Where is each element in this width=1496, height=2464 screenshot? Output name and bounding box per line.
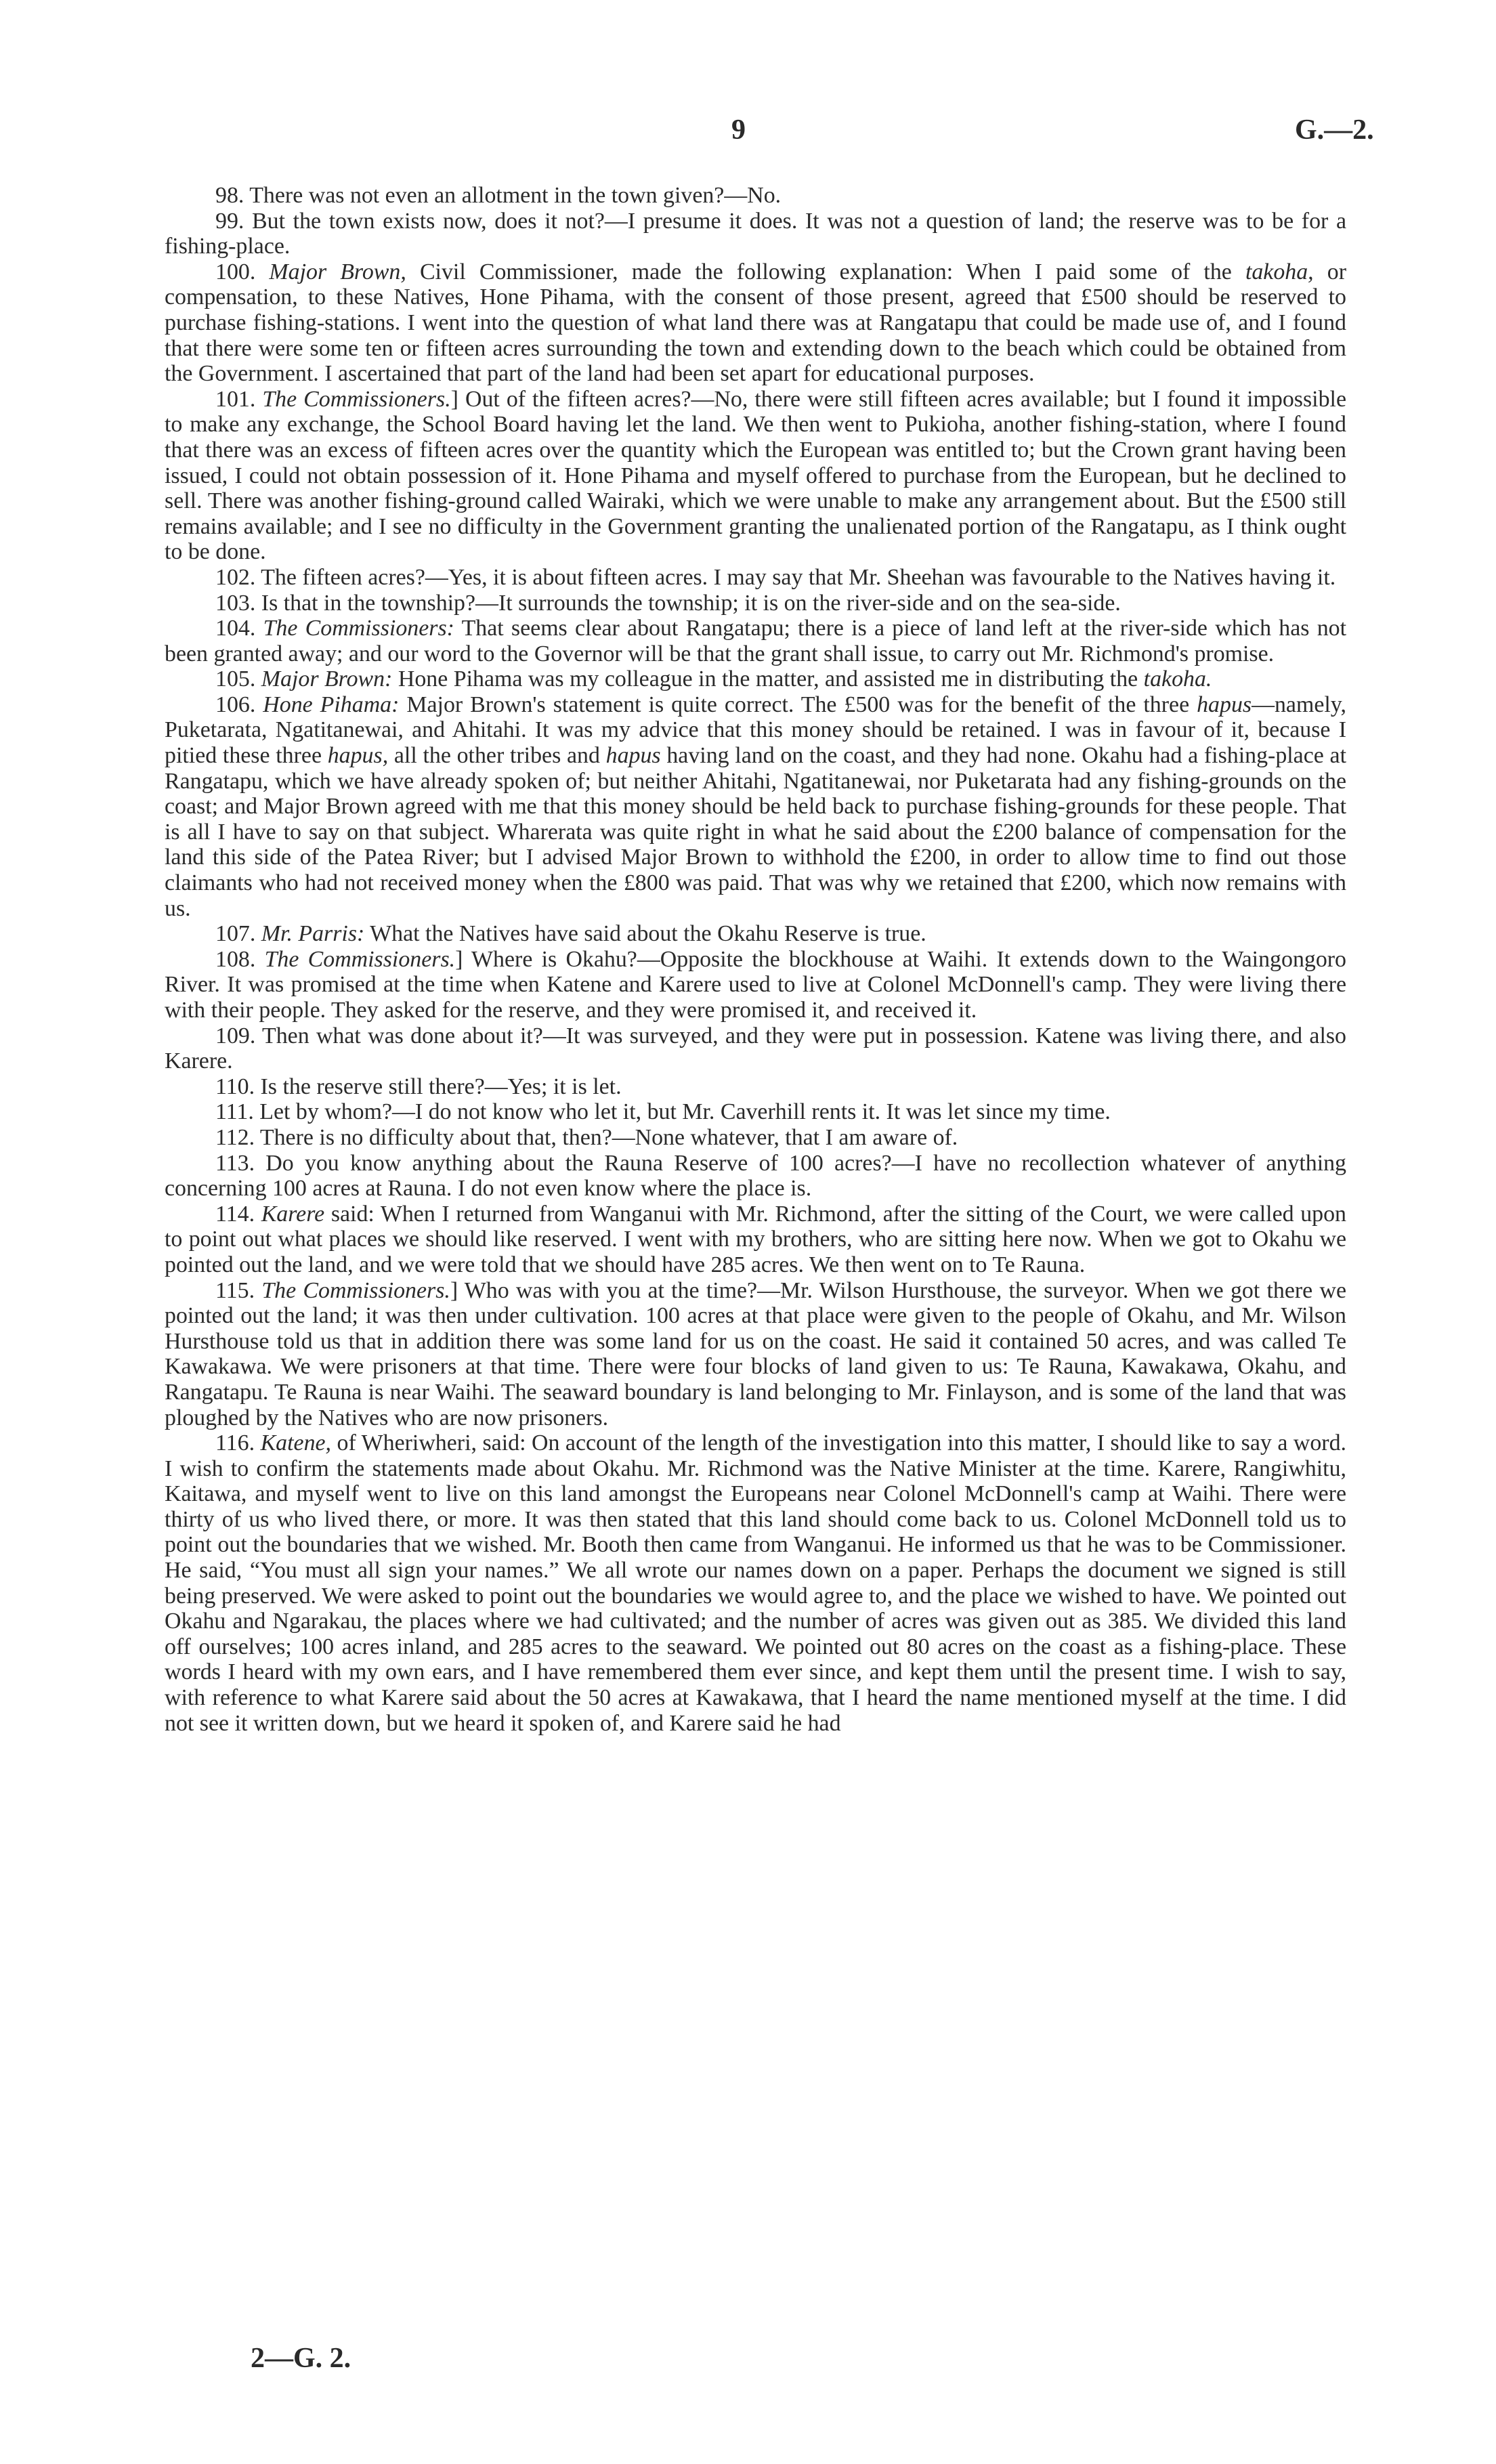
paragraph	[165, 259, 1346, 387]
text-run: 98. There was not even an allotment in the town given?—No.	[215, 183, 782, 208]
italic-run: hapus,	[327, 743, 389, 769]
text-run: or compensation, to these Natives, Hone Pihama, with the consent of those present, agreed that £500 should be reserved to purchase fishing-stations. I went into the question of what land there was at Rangatapu that could be made use of, and I found that there were some ten or fifteen acres surrounding the town and extending down to the beach which could be obtained from the Government. I ascertained that part of the land had been set apart for educational purposes.	[165, 259, 1346, 387]
italic-run: The Commissioners.	[262, 386, 451, 412]
text-run: said: When I returned from Wanganui with Mr. Richmond, after the sitting of the Court, we were called upon to point out what places we should like reserved. I went with my brothers, who are sitting here now. When we got to Okahu we pointed out the land, and we were told that we should have 285 acres. We then went on to Te Rauna.	[165, 1201, 1346, 1277]
text-run: 107.	[215, 921, 261, 947]
text-run: What the Natives have said about the Okahu Reserve is true.	[364, 921, 926, 947]
text-run: 103. Is that in the township?—It surrounds the township; it is on the river-side and on the sea-side.	[215, 590, 1121, 616]
text-run: That seems clear about Rangatapu; there is a piece of land left at the river-side which has not been granted away; and our word to the Governor will be that the grant shall issue, to carry out Mr. Richmond's promise.	[165, 616, 1347, 666]
italic-run: Karere	[261, 1201, 325, 1227]
text-run: ] Where is Okahu?—Opposite the blockhouse at Waihi. It extends down to the Waingongoro River. It was promised at the time when Katene and Karere used to live at Colonel McDonnell's camp. They were living there with their people. They asked for the reserve, and they were promised it, and received it.	[165, 946, 1347, 1023]
text-run: all the other tribes and	[388, 743, 606, 769]
text-run: 105.	[215, 666, 261, 692]
italic-run: The Commissioners.	[261, 1277, 450, 1303]
body-text	[165, 183, 1346, 1736]
paragraph	[165, 387, 1346, 565]
text-run: ] Out of the fifteen acres?—No, there were still fifteen acres available; but I found it impossible to make any exchange, the School Board having let the land. We then went to Pukioha, another fishing-station, where I found that there was an excess of fifteen acres over the quantity which the European was entitled to; but the Crown grant having been issued, I could not obtain possession of it. Hone Pihama and myself offered to purchase from the European, but he declined to sell. There was another fishing-ground called Wairaki, which we were unable to make any arrangement about. But the £500 still remains available; and I see no difficulty in the Government granting the unalienated portion of the Rangatapu, as I think ought to be done.	[165, 386, 1346, 565]
text-run: Civil Commissioner, made the following explanation: When I paid some of the	[406, 259, 1245, 284]
text-run: 115.	[215, 1277, 262, 1303]
text-run: 101.	[215, 386, 263, 412]
text-run: 114.	[215, 1201, 261, 1227]
text-run: 113. Do you know anything about the Rauna Reserve of 100 acres?—I have no recollection whatever of anything concerning 100 acres at Rauna. I do not even know where the place is.	[165, 1150, 1346, 1202]
paragraph	[165, 183, 1346, 209]
italic-run: takoha.	[1143, 666, 1212, 692]
paragraph	[165, 1278, 1346, 1431]
paragraph	[165, 209, 1346, 259]
text-run: 102. The fifteen acres?—Yes, it is about fifteen acres. I may say that Mr. Sheehan was favourable to the Natives having it.	[215, 564, 1336, 590]
italic-run: hapus	[1197, 692, 1252, 717]
paragraph	[165, 616, 1346, 666]
italic-run: hapus	[605, 743, 661, 769]
paragraph	[165, 692, 1346, 921]
text-run: —namely, Puketarata, Ngatitanewai, and Ahitahi. It was my advice that this money should be retained. I was in favour of it, because I pitied these three	[165, 692, 1347, 769]
italic-run: Mr. Parris:	[261, 921, 365, 947]
text-run: 104.	[215, 616, 263, 641]
printer-signature: 2—G. 2.	[251, 2343, 351, 2374]
text-run: Hone Pihama was my colleague in the matter, and assisted me in distributing the	[392, 666, 1144, 692]
italic-run: Major Brown:	[261, 666, 393, 692]
paragraph	[165, 921, 1346, 947]
paragraph	[165, 666, 1346, 692]
italic-run: Katene,	[260, 1430, 332, 1456]
italic-run: takoha,	[1245, 259, 1314, 284]
paragraph	[165, 565, 1346, 591]
italic-run: The Commissioners:	[263, 616, 454, 641]
italic-run: The Commissioners.	[264, 946, 456, 972]
text-run: Major Brown's statement is quite correct. The £500 was for the benefit of the three	[399, 692, 1197, 717]
paragraph	[165, 591, 1346, 616]
paragraph	[165, 1099, 1346, 1125]
italic-run: Major Brown,	[269, 259, 406, 284]
paragraph	[165, 1430, 1346, 1736]
text-run: ] Who was with you at the time?—Mr. Wilson Hursthouse, the surveyor. When we got there we pointed out the land; it was then under cultivation. 100 acres at that place were given to the people of Okahu, and Mr. Wilson Hursthouse told us that in addition there was some land for us on the coast. He said it contained 50 acres, and was called Te Kawakawa. We were prisoners at that time. There were four blocks of land given to us: Te Rauna, Kawakawa, Okahu, and Rangatapu. Te Rauna is near Waihi. The seaward boundary is land belonging to Mr. Finlayson, and is some of the land that was ploughed by the Natives who are now prisoners.	[165, 1277, 1346, 1430]
text-run: 99. But the town exists now, does it not?—I presume it does. It was not a question of land; the reserve was to be for a fishing-place.	[165, 208, 1346, 259]
italic-run: Hone Pihama:	[263, 692, 400, 717]
paragraph	[165, 947, 1346, 1023]
text-run: 110. Is the reserve still there?—Yes; it is let.	[215, 1074, 622, 1099]
text-run: 112. There is no difficulty about that, then?—None whatever, that I am aware of.	[215, 1124, 958, 1150]
text-run: 108.	[215, 946, 265, 972]
paragraph	[165, 1125, 1346, 1151]
text-run: 100.	[215, 259, 270, 284]
paragraph	[165, 1202, 1346, 1278]
text-run: 109. Then what was done about it?—It was surveyed, and they were put in possession. Katene was living there, and also Karere.	[165, 1023, 1346, 1074]
page-number: 9	[731, 114, 746, 146]
paragraph	[165, 1023, 1346, 1074]
document-code: G.—2.	[1295, 114, 1374, 146]
paragraph	[165, 1151, 1346, 1202]
text-run: 116.	[215, 1430, 261, 1456]
text-run: 111. Let by whom?—I do not know who let it, but Mr. Caverhill rents it. It was let since my time.	[215, 1099, 1111, 1125]
text-run: having land on the coast, and they had none. Okahu had a fishing-place at Rangatapu, which we have already spoken of; but neither Ahitahi, Ngatitanewai, nor Puketarata had any fishing-grounds on the coast; and Major Brown agreed with me that this money should be held back to purchase fishing-grounds for these people. That is all I have to say on that subject. Wharerata was quite right in what he said about the £200 balance of compensation for the land this side of the Patea River; but I advised Major Brown to withhold the £200, in order to allow time to find out those claimants who had not received money when the £800 was paid. That was why we retained that £200, which now remains with us.	[165, 743, 1346, 921]
paragraph	[165, 1074, 1346, 1100]
text-run: of Wheriwheri, said: On account of the length of the investigation into this matter, I should like to say a word. I wish to confirm the statements made about Okahu. Mr. Richmond was the Native Minister at the time. Karere, Rangiwhitu, Kaitawa, and myself went to live on this land amongst the Europeans near Colonel McDonnell's camp at Waihi. There were thirty of us who lived there, or more. It was then stated that this land should come back to us. Colonel McDonnell told us to point out the boundaries that we wished. Mr. Booth then came from Wanganui. He informed us that he was to be Commissioner. He said, “You must all sign your names.” We all wrote our names down on a paper. Perhaps the document we signed is still being preserved. We were asked to point out the boundaries we would agree to, and the place we wished to have. We pointed out Okahu and Ngarakau, the places where we had cultivated; and the number of acres was given out as 385. We divided this land off ourselves; 100 acres inland, and 285 acres to the seaward. We pointed out 80 acres on the coast as a fishing-place. These words I heard with my own ears, and I have remembered them ever since, and kept them until the present time. I wish to say, with reference to what Karere said about the 50 acres at Kawakawa, that I heard the name mentioned myself at the time. I did not see it written down, but we heard it spoken of, and Karere said he had	[165, 1430, 1346, 1736]
text-run: 106.	[215, 692, 263, 717]
